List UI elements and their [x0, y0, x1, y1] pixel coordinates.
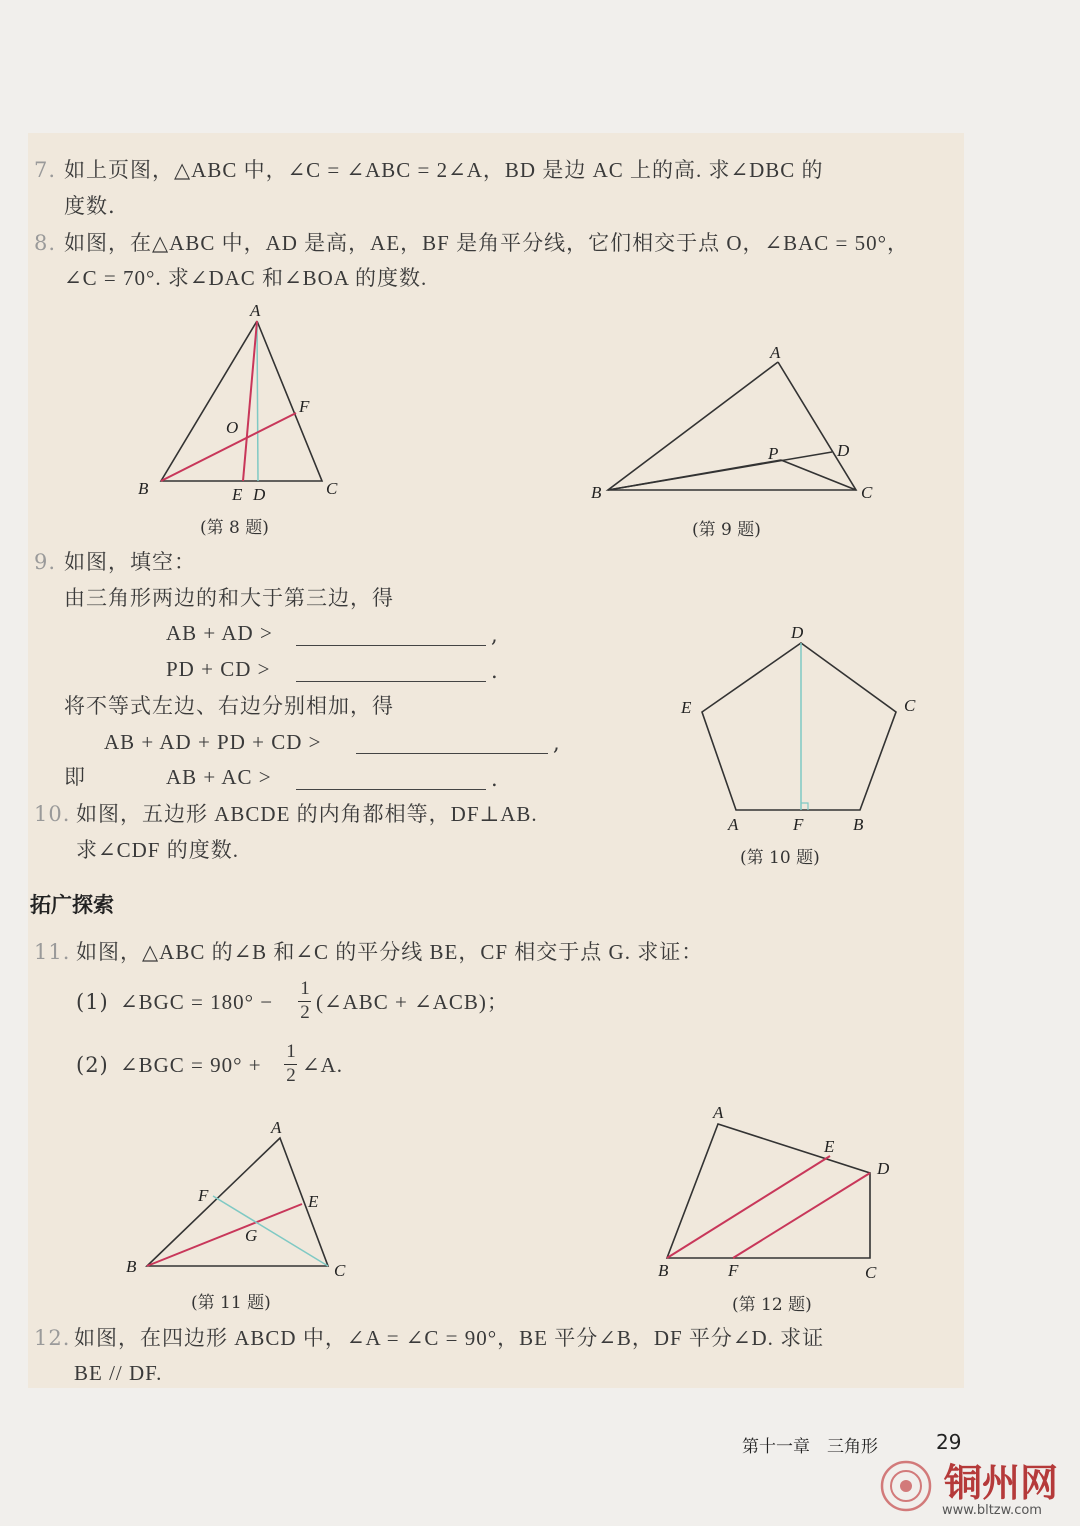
fig10-label-D: D: [791, 623, 804, 642]
figure-10-caption: (第 10 题): [740, 848, 820, 868]
fig9-label-C: C: [861, 483, 873, 502]
fig9-label-P: P: [768, 444, 779, 463]
fig11-label-E: E: [308, 1192, 319, 1211]
problem-12-line2: BE // DF.: [74, 1361, 163, 1385]
fig11-label-B: B: [126, 1257, 137, 1276]
ji-label: 即: [64, 765, 86, 789]
fig12-label-A: A: [713, 1103, 724, 1122]
part-1-fraction-numerator: 1: [300, 978, 310, 999]
fig9-label-B: B: [591, 483, 602, 502]
fig8-label-D: D: [253, 485, 266, 504]
page-number: 29: [936, 1430, 962, 1454]
figure-9-caption: (第 9 题): [692, 520, 761, 540]
part-2-fraction-denominator: 2: [286, 1065, 296, 1086]
part-2-equation-right: ∠A.: [302, 1053, 344, 1077]
problem-11-number: 11.: [34, 940, 71, 964]
problem-12-number: 12.: [34, 1326, 71, 1350]
inequality-4: AB + AC >: [166, 765, 272, 789]
fig9-label-D: D: [837, 441, 850, 460]
problem-7-line1: 如上页图，△ABC 中，∠C = ∠ABC = 2∠A，BD 是边 AC 上的高. 求∠DBC 的: [64, 158, 824, 182]
problem-10-line2: 求∠CDF 的度数.: [76, 838, 239, 862]
section-heading: 拓广探索: [30, 893, 114, 917]
inequality-1-punct: ,: [491, 623, 499, 647]
inequality-2: PD + CD >: [166, 657, 271, 681]
problem-10-line1: 如图，五边形 ABCDE 的内角都相等，DF⊥AB.: [76, 802, 538, 826]
inequality-2-punct: .: [491, 659, 499, 683]
fig10-label-B: B: [853, 815, 864, 834]
fig8-label-B: B: [138, 479, 149, 498]
problem-8-number: 8.: [34, 231, 57, 255]
fig12-bisector-DF: [733, 1173, 870, 1258]
problem-10-number: 10.: [34, 802, 71, 826]
fig8-label-F: F: [299, 397, 310, 416]
part-2-equation-left: ∠BGC = 90° +: [120, 1053, 262, 1077]
footer-chapter-title: 第十一章 三角形: [742, 1437, 878, 1457]
problem-12-line1: 如图，在四边形 ABCD 中，∠A = ∠C = 90°，BE 平分∠B，DF 平分∠D. 求证: [74, 1326, 825, 1350]
part-1-equation-left: ∠BGC = 180° −: [120, 990, 274, 1014]
problem-9-line2: 由三角形两边的和大于第三边，得: [64, 586, 394, 610]
fig8-label-E: E: [232, 485, 243, 504]
fig8-label-C: C: [326, 479, 338, 498]
fig12-label-E: E: [824, 1137, 835, 1156]
part-1-fraction-denominator: 2: [300, 1002, 310, 1023]
part-1-equation-right: (∠ABC + ∠ACB)；: [316, 990, 509, 1014]
fig11-label-G: G: [245, 1226, 258, 1245]
inequality-3-punct: ,: [553, 731, 561, 755]
fig12-bisector-BE: [667, 1156, 830, 1258]
watermark-site-name: 铜州网: [944, 1461, 1059, 1505]
fig12-label-D: D: [877, 1159, 890, 1178]
problem-8-line2: ∠C = 70°. 求∠DAC 和∠BOA 的度数.: [64, 266, 428, 290]
problem-9-number: 9.: [34, 550, 57, 574]
inequality-3: AB + AD + PD + CD >: [104, 730, 322, 754]
figure-11-caption: (第 11 题): [191, 1293, 271, 1313]
watermark-logo-icon: [878, 1458, 934, 1514]
figure-8-caption: (第 8 题): [200, 518, 269, 538]
problem-11-line1: 如图，△ABC 的∠B 和∠C 的平分线 BE，CF 相交于点 G. 求证：: [76, 940, 704, 964]
problem-7-number: 7.: [34, 158, 57, 182]
fig10-label-E: E: [681, 698, 692, 717]
fig12-label-F: F: [728, 1261, 739, 1280]
fig8-label-A: A: [250, 301, 261, 320]
part-1-label: (1): [76, 990, 109, 1014]
fig11-label-C: C: [334, 1261, 346, 1280]
part-2-label: (2): [76, 1053, 109, 1077]
fig11-label-A: A: [271, 1118, 282, 1137]
figure-12-caption: (第 12 题): [732, 1295, 812, 1315]
fig10-label-A: A: [728, 815, 739, 834]
fig10-label-C: C: [904, 696, 916, 715]
inequality-4-punct: .: [491, 767, 499, 791]
watermark-url: www.bltzw.com: [942, 1503, 1042, 1518]
inequality-1: AB + AD >: [166, 621, 273, 645]
fig10-label-F: F: [793, 815, 804, 834]
fig8-label-O: O: [226, 418, 239, 437]
fig12-label-C: C: [865, 1263, 877, 1282]
fig11-label-F: F: [198, 1186, 209, 1205]
fig9-label-A: A: [770, 343, 781, 362]
problem-8-line1: 如图，在△ABC 中，AD 是高，AE，BF 是角平分线，它们相交于点 O，∠BAC = 50°，: [64, 231, 910, 255]
problem-7-line2: 度数.: [64, 194, 116, 218]
part-2-fraction-numerator: 1: [286, 1041, 296, 1062]
fig12-label-B: B: [658, 1261, 669, 1280]
problem-9-line1: 如图，填空：: [64, 550, 196, 574]
problem-9-line3: 将不等式左边、右边分别相加，得: [64, 694, 394, 718]
